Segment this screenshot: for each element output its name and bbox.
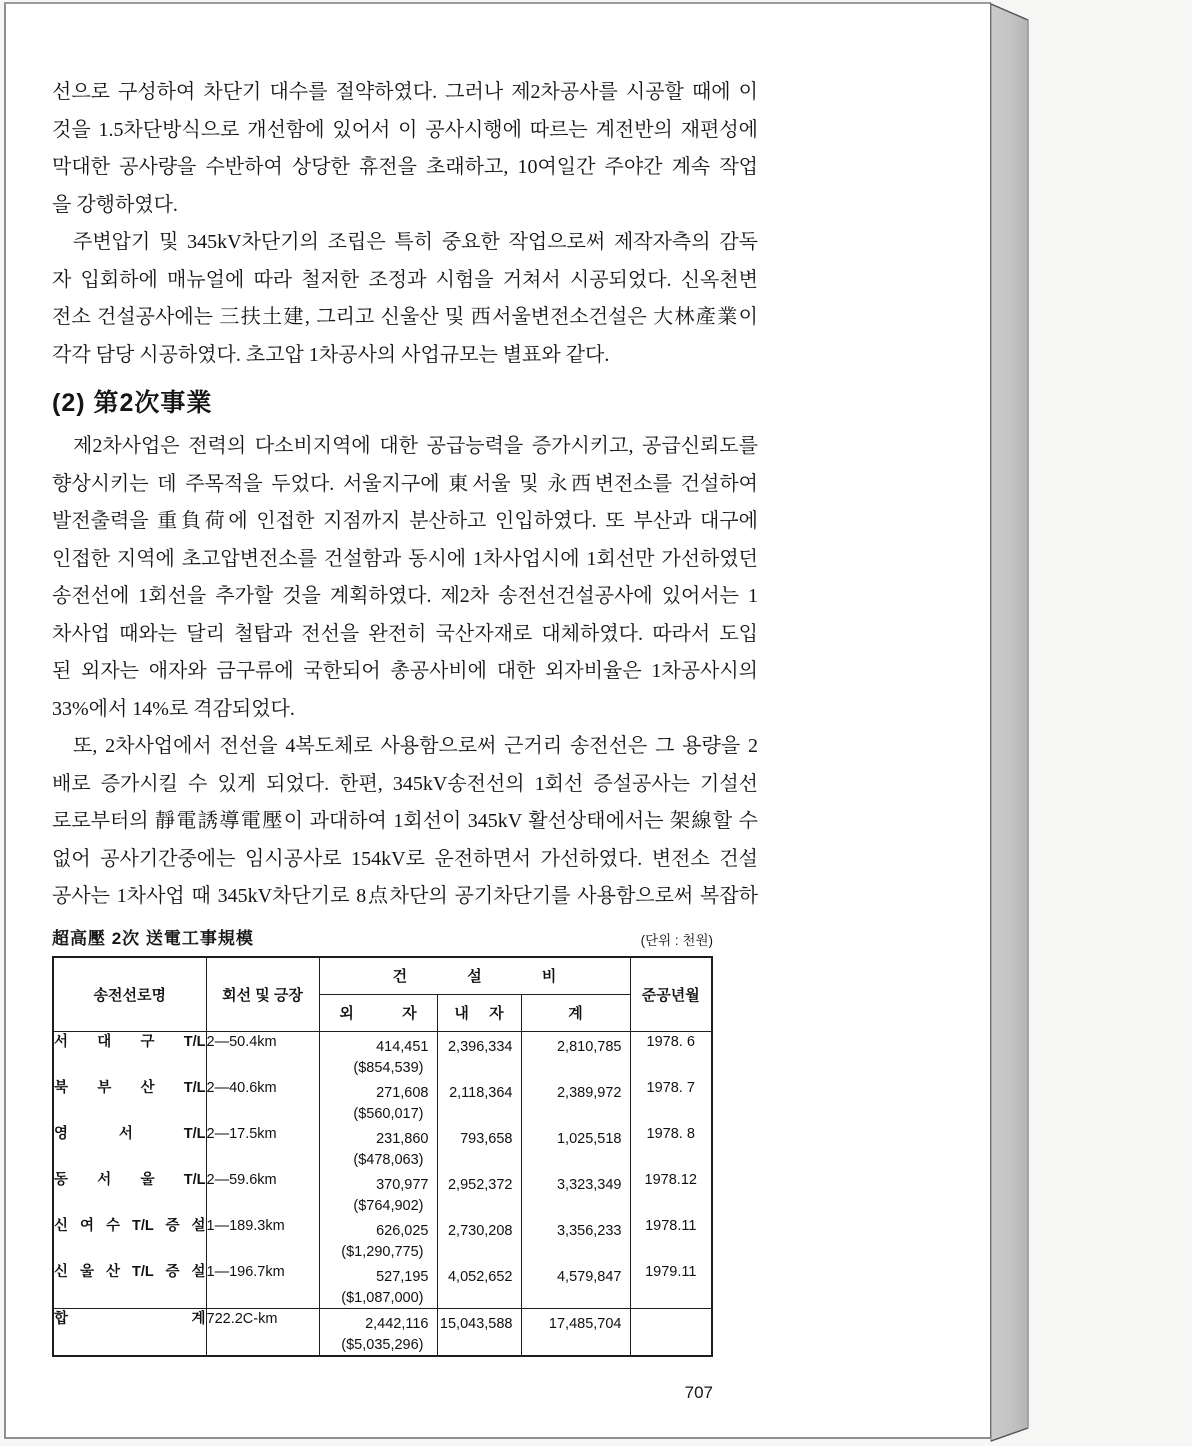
cell-line-name: 영 서 T/L	[53, 1124, 206, 1170]
cell-line-name: 동 서 울 T/L	[53, 1170, 206, 1216]
table-row	[53, 1262, 712, 1309]
text-line: 또, 2차사업에서 전선을 4복도체로 사용함으로써 근거리 송전선은 그 용량을 2	[73, 735, 758, 757]
cell-line-name: 북 부 산 T/L	[53, 1078, 206, 1124]
cell-sum	[521, 1124, 630, 1170]
cell-domestic-capital	[437, 1216, 521, 1262]
header-circuit-length: 회선 및 긍장	[206, 957, 319, 1032]
amount: 793,658	[460, 1130, 513, 1147]
cell-circuit-length: 2—50.4km	[206, 1031, 319, 1078]
cell-circuit-length: 722.2C-km	[206, 1308, 319, 1356]
text-line: 배로 증가시킬 수 있게 되었다. 한편, 345kV송전선의 1회선 증설공사는 기설선	[52, 772, 758, 795]
amount: 2,730,208	[447, 1222, 513, 1239]
text-line: 차사업 때와는 달리 철탑과 전선을 완전히 국산자재로 대체하였다. 따라서 도입	[52, 622, 758, 645]
cell-sum	[521, 1078, 630, 1124]
cell-completion	[630, 1308, 712, 1356]
cell-foreign-capital	[319, 1170, 437, 1216]
text-line: 된 외자는 애자와 금구류에 국한되어 총공사비에 대한 외자비율은 1차공사시의	[52, 660, 758, 682]
table-header	[53, 957, 712, 1032]
cell-sum	[521, 1031, 630, 1078]
cell-foreign-capital	[319, 1031, 437, 1078]
table-row	[53, 1170, 712, 1216]
amount-usd: ($478,063)	[353, 1151, 424, 1168]
cell-foreign-capital	[319, 1124, 437, 1170]
cell-line-name: 합 계	[53, 1308, 206, 1356]
amount: 4,579,847	[556, 1268, 622, 1285]
header-domestic-capital: 내 자	[437, 994, 521, 1031]
cell-domestic-capital	[437, 1262, 521, 1309]
page-number: 707	[684, 1382, 713, 1402]
amount: 2,389,972	[556, 1084, 622, 1101]
amount: 2,396,334	[447, 1038, 513, 1055]
text-line: 33%에서 14%로 격감되었다.	[52, 697, 295, 720]
text-line: 공사는 1차사업 때 345kV차단기로 8点차단의 공기차단기를 사용함으로써 복잡하	[52, 885, 758, 907]
amount: 271,608	[376, 1084, 429, 1101]
cell-line-name: 신 울 산 T/L 증 설	[53, 1262, 206, 1309]
section-heading: (2) 第2次事業	[52, 389, 213, 417]
text-line: 것을 1.5차단방식으로 개선함에 있어서 이 공사시행에 따르는 계전반의 재편성에	[52, 118, 758, 141]
amount: 231,860	[376, 1130, 429, 1147]
cell-circuit-length: 1—189.3km	[206, 1216, 319, 1262]
amount: 17,485,704	[548, 1315, 622, 1332]
amount: 626,025	[376, 1222, 429, 1239]
paragraph	[52, 74, 758, 224]
text-line: 발전출력을 重負荷에 인접한 지점까지 분산하고 인입하였다. 또 부산과 대구에	[52, 510, 758, 532]
amount: 2,442,116	[365, 1315, 429, 1332]
cell-completion: 1978. 7	[630, 1078, 712, 1124]
cell-foreign-capital	[319, 1216, 437, 1262]
header-sum: 계	[521, 994, 630, 1031]
paragraph	[52, 428, 758, 728]
text-line: 로로부터의 靜電誘導電壓이 과대하여 1회선이 345kV 활선상태에서는 架線할 수	[52, 810, 758, 832]
paragraph	[52, 728, 758, 916]
table-total-row	[53, 1308, 712, 1356]
cell-completion: 1978.12	[630, 1170, 712, 1216]
text-line: 없어 공사기간중에는 임시공사로 154kV로 운전하면서 가선하였다. 변전소 건설	[52, 847, 758, 870]
amount-usd: ($764,902)	[353, 1197, 424, 1214]
table-row	[53, 1216, 712, 1262]
cell-line-name: 서 대 구 T/L	[53, 1031, 206, 1078]
table-row	[53, 1031, 712, 1078]
amount-usd: ($854,539)	[353, 1059, 424, 1076]
table-title: 超高壓 2次 送電工事規模	[52, 928, 254, 948]
text-line: 제2차사업은 전력의 다소비지역에 대한 공급능력을 증가시키고, 공급신뢰도를	[73, 435, 758, 457]
cell-foreign-capital	[319, 1262, 437, 1309]
amount: 2,952,372	[447, 1176, 513, 1193]
text-line: 주변압기 및 345kV차단기의 조립은 특히 중요한 작업으로써 제작자측의 감독	[73, 231, 758, 253]
cell-sum	[521, 1262, 630, 1309]
transmission-cost-table	[52, 956, 713, 1357]
cell-completion: 1978. 6	[630, 1031, 712, 1078]
amount: 370,977	[376, 1176, 429, 1193]
cell-completion: 1978. 8	[630, 1124, 712, 1170]
cell-completion: 1979.11	[630, 1262, 712, 1309]
paragraph	[52, 224, 758, 374]
table-row	[53, 1078, 712, 1124]
header-construction-cost: 건 설 비	[319, 957, 630, 995]
body-text	[52, 4, 758, 916]
text-line: 각각 담당 시공하였다. 초고압 1차공사의 사업규모는 별표와 같다.	[52, 343, 610, 366]
text-line: 선으로 구성하여 차단기 대수를 절약하였다. 그러나 제2차공사를 시공할 때에 이	[52, 81, 758, 103]
amount: 3,323,349	[556, 1176, 622, 1193]
header-line-name: 송전선로명	[53, 957, 206, 1032]
header-foreign-capital: 외 자	[319, 994, 437, 1031]
cell-sum	[521, 1308, 630, 1356]
table-row	[53, 1124, 712, 1170]
table-unit-note: (단위 : 천원)	[640, 932, 713, 948]
cell-circuit-length: 2—17.5km	[206, 1124, 319, 1170]
cell-domestic-capital	[437, 1078, 521, 1124]
text-line: 자 입회하에 매뉴얼에 따라 철저한 조정과 시험을 거쳐서 시공되었다. 신옥천변	[52, 268, 758, 291]
amount: 414,451	[376, 1038, 429, 1055]
cell-domestic-capital	[437, 1308, 521, 1356]
amount-usd: ($1,290,775)	[341, 1243, 424, 1260]
cell-domestic-capital	[437, 1031, 521, 1078]
cell-circuit-length: 2—59.6km	[206, 1170, 319, 1216]
cell-completion: 1978.11	[630, 1216, 712, 1262]
cell-line-name: 신 여 수 T/L 증 설	[53, 1216, 206, 1262]
cell-circuit-length: 1—196.7km	[206, 1262, 319, 1309]
text-line: 송전선에 1회선을 추가할 것을 계획하였다. 제2차 송전선건설공사에 있어서는 1	[52, 585, 758, 607]
text-line: 막대한 공사량을 수반하여 상당한 휴전을 초래하고, 10여일간 주야간 계속 작업	[52, 156, 758, 178]
table-block	[52, 924, 713, 1357]
header-completion: 준공년월	[630, 957, 712, 1032]
table-caption	[52, 924, 713, 949]
cell-domestic-capital	[437, 1170, 521, 1216]
cell-sum	[521, 1216, 630, 1262]
page-content	[52, 4, 758, 1403]
text-line: 인접한 지역에 초고압변전소를 건설함과 동시에 1차사업시에 1회선만 가선하였던	[52, 547, 758, 570]
amount: 4,052,652	[447, 1268, 513, 1285]
paper-sheet	[4, 2, 991, 1439]
text-line: 을 강행하였다.	[52, 193, 178, 216]
table-body	[53, 1031, 712, 1308]
cell-foreign-capital	[319, 1078, 437, 1124]
amount: 15,043,588	[439, 1315, 513, 1332]
amount: 3,356,233	[556, 1222, 622, 1239]
amount: 2,118,364	[449, 1084, 513, 1101]
amount-usd: ($560,017)	[353, 1105, 424, 1122]
amount: 2,810,785	[556, 1038, 622, 1055]
amount: 1,025,518	[556, 1130, 622, 1147]
amount-usd: ($1,087,000)	[341, 1289, 424, 1306]
cell-foreign-capital	[319, 1308, 437, 1356]
table-footer	[53, 1308, 712, 1356]
text-line: 향상시키는 데 주목적을 두었다. 서울지구에 東서울 및 永西변전소를 건설하여	[52, 472, 758, 495]
text-line: 전소 건설공사에는 三扶土建, 그리고 신울산 및 西서울변전소건설은 大林產業이	[52, 306, 758, 328]
amount-usd: ($5,035,296)	[341, 1336, 424, 1353]
cell-sum	[521, 1170, 630, 1216]
cell-domestic-capital	[437, 1124, 521, 1170]
cell-circuit-length: 2—40.6km	[206, 1078, 319, 1124]
amount: 527,195	[376, 1268, 429, 1285]
